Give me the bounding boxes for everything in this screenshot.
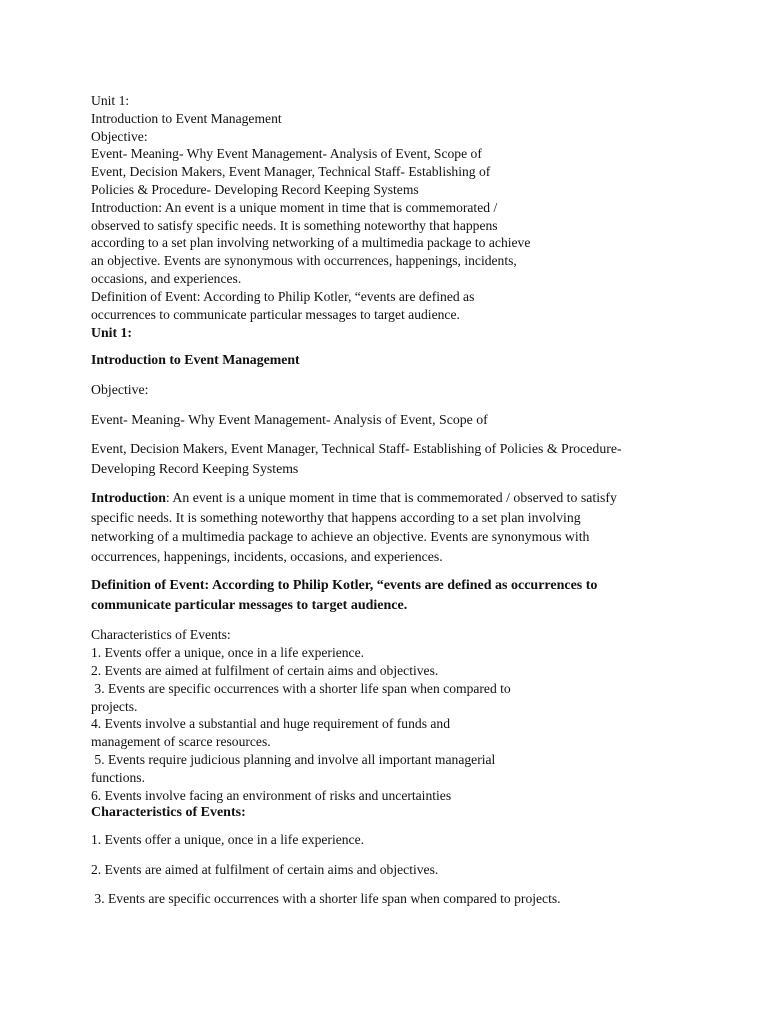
definition-line: occurrences to communicate particular messages to target audience.	[91, 306, 460, 322]
objective-line: Event, Decision Makers, Event Manager, Technical Staff- Establishing of	[91, 164, 491, 180]
intro-label: Introduction	[91, 490, 166, 506]
intro-text: : An event is a unique moment in time that is commemorated / observed to satisfy	[165, 490, 617, 506]
intro-line: Introduction: An event is a unique moment in time that is commemorated /	[91, 199, 498, 215]
objective-line: Developing Record Keeping Systems	[91, 460, 299, 476]
intro-line: observed to satisfy specific needs. It is something noteworthy that happens	[91, 217, 498, 233]
list-item: 2. Events are aimed at fulfilment of certain aims and objectives.	[91, 861, 439, 877]
unit-title-heading: Introduction to Event Management	[91, 351, 300, 367]
list-item: 1. Events offer a unique, once in a life experience.	[91, 832, 365, 848]
characteristics-label: Characteristics of Events:	[91, 627, 231, 643]
list-item: 4. Events involve a substantial and huge requirement of funds and	[91, 716, 451, 732]
intro-line: occurrences, happenings, incidents, occasions, and experiences.	[91, 548, 443, 564]
intro-line: an objective. Events are synonymous with occurrences, happenings, incidents,	[91, 253, 517, 269]
intro-line	[91, 488, 691, 508]
unit-title: Introduction to Event Management	[91, 110, 282, 126]
spaced-section	[91, 323, 691, 616]
objective-label: Objective:	[91, 382, 149, 398]
objective-line: Policies & Procedure- Developing Record Keeping Systems	[91, 181, 419, 197]
list-item: 5. Events require judicious planning and involve all important managerial	[91, 751, 496, 767]
definition-line: Definition of Event: According to Philip Kotler, “events are defined as	[91, 288, 475, 304]
characteristics-heading: Characteristics of Events:	[91, 805, 246, 821]
definition-line: communicate particular messages to target audience.	[91, 598, 408, 614]
list-item: 3. Events are specific occurrences with a shorter life span when compared to	[91, 680, 511, 696]
objective-line: Event- Meaning- Why Event Management- Analysis of Event, Scope of	[91, 146, 482, 162]
definition-paragraph	[91, 576, 691, 616]
intro-line: specific needs. It is something noteworthy that happens according to a set plan involving	[91, 509, 581, 525]
unit-label: Unit 1:	[91, 93, 130, 108]
intro-line: occasions, and experiences.	[91, 270, 242, 286]
document-page	[91, 92, 691, 920]
intro-paragraph	[91, 488, 691, 566]
list-item: functions.	[91, 769, 145, 785]
objective-label: Objective:	[91, 128, 148, 144]
intro-line: according to a set plan involving networking of a multimedia package to achieve	[91, 235, 531, 251]
objective-paragraph	[91, 439, 691, 478]
objective-paragraph: Event- Meaning- Why Event Management- Analysis of Event, Scope of	[91, 411, 488, 427]
list-item: 6. Events involve facing an environment of risks and uncertainties	[91, 787, 452, 803]
unit-heading: Unit 1:	[91, 325, 133, 341]
list-item: 3. Events are specific occurrences with a shorter life span when compared to projects.	[91, 891, 561, 907]
list-item: 2. Events are aimed at fulfilment of certain aims and objectives.	[91, 662, 439, 678]
list-item: 1. Events offer a unique, once in a life experience.	[91, 645, 365, 661]
definition-line: Definition of Event: According to Philip Kotler, “events are defined as occurrences to	[91, 578, 598, 594]
list-item: projects.	[91, 698, 138, 714]
objective-line: Event, Decision Makers, Event Manager, Technical Staff- Establishing of Policies & Procedure-	[91, 441, 622, 457]
characteristics-compact	[91, 626, 691, 804]
compact-section	[91, 92, 691, 323]
list-item: management of scarce resources.	[91, 734, 271, 750]
intro-line: networking of a multimedia package to achieve an objective. Events are synonymous with	[91, 529, 590, 545]
characteristics-spaced	[91, 804, 691, 908]
